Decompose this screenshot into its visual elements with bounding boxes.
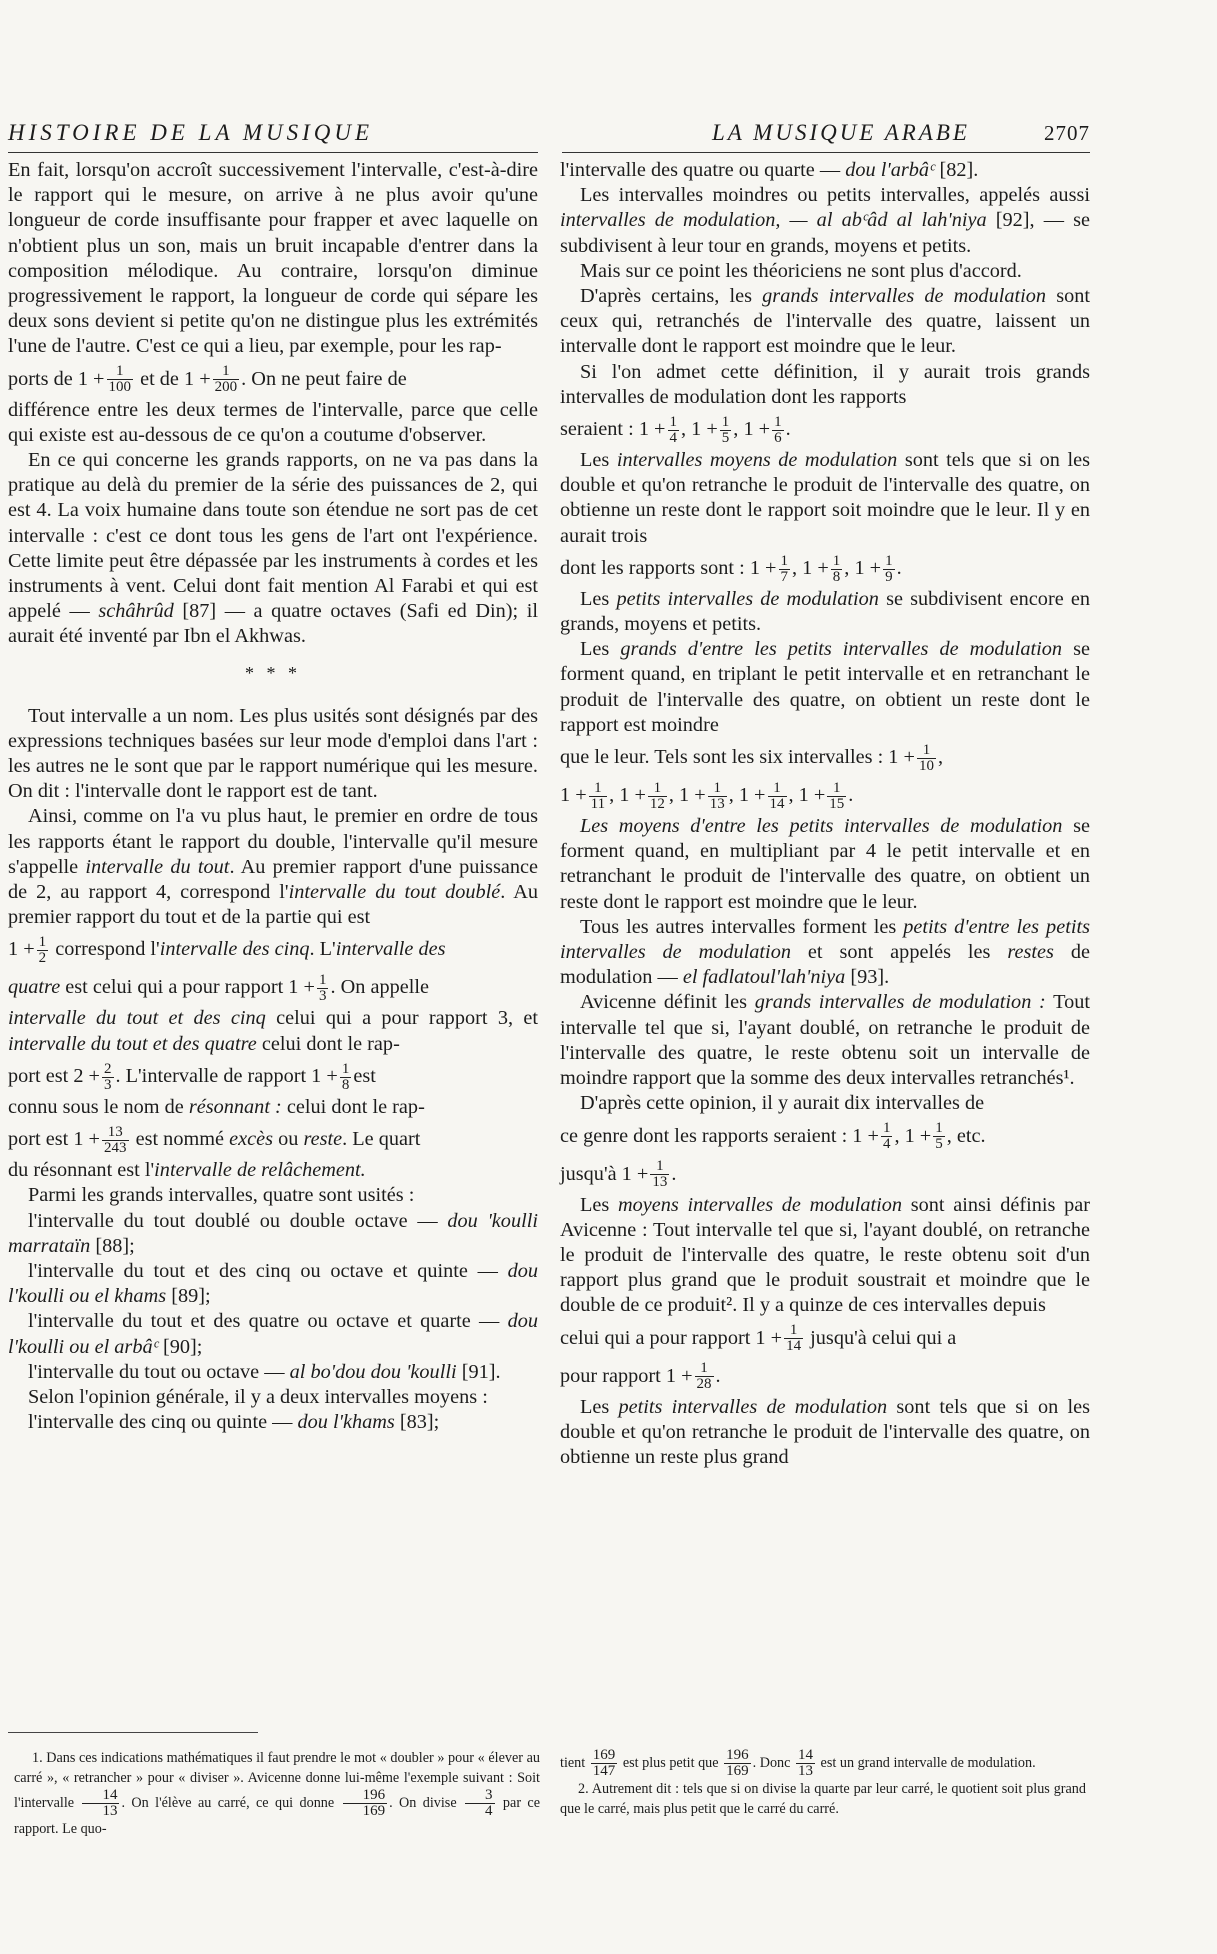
paragraph: Les grands d'entre les petits intervalles de modulation se forment quand, en triplant le petit intervalle et en retranchant le produit de l'intervalle des quatre, on obtient un reste dont le rapport est moindre xyxy=(560,638,1090,736)
paragraph: Tous les autres intervalles forment les petits d'entre les petits intervalles de modulation et sont appelés les restes de modulation — el fadlatoul'lah'niya [93]. xyxy=(560,915,1091,989)
fraction: $\frac{1}{15}$ xyxy=(829,779,845,812)
footnote: tient $\frac{169}{147}$ est plus petit que $\frac{196}{169}$ . Donc $\frac{14}{13}$ est un grand intervalle de modulation. xyxy=(560,1747,1036,1779)
fraction: $\frac{1}{8}$ xyxy=(832,552,841,585)
paragraph: En fait, lorsqu'on accroît successivement l'intervalle, c'est-à-dire le rapport qui le mesure, on arrive à ne plus avoir qu'une longueur de corde insuffisante pour frapper et avec laquelle on n'obtient plus un son, mais un bruit incapable d'entrer dans la composition mélodique. Au contraire, lorsqu'on diminue progressivement le rapport, la longueur de corde qui sépare les deux sons devient si petite qu'on ne distingue plus les extrémités l'une de l'autre. C'est ce qui a lieu, par exemple, pour les rap- xyxy=(8,159,538,358)
fraction: $\frac{1}{14}$ xyxy=(786,1322,802,1355)
fraction: $\frac{1}{2}$ xyxy=(38,934,47,967)
fraction: $\frac{196}{169}$ xyxy=(726,1747,749,1779)
paragraph: Ainsi, comme on l'a vu plus haut, le premier en ordre de tous les rapports étant le rapport du double, l'intervalle qu'il mesure s'appelle intervalle du tout. Au premier rapport d'une puissance de 2, au rapport 4, correspond l'intervalle du tout doublé. Au premier rapport du tout et de la partie qui est xyxy=(8,805,539,929)
paragraph: 1 + $\frac{1}{11}$ , 1 + $\frac{1}{12}$ , 1 + $\frac{1}{13}$ , 1 + $\frac{1}{14}$ , 1 + $\frac{1}{15}$ . xyxy=(560,779,854,812)
list-item: l'intervalle du tout doublé ou double octave — dou 'koulli marrataïn [88]; xyxy=(8,1209,538,1257)
left-column xyxy=(8,158,538,1435)
fraction: $\frac{1}{4}$ xyxy=(882,1120,891,1153)
paragraph: port est 2 + $\frac{2}{3}$ . L'intervalle de rapport 1 + $\frac{1}{8}$ est xyxy=(8,1060,376,1093)
fraction: $\frac{1}{12}$ xyxy=(649,779,665,812)
paragraph: Les petits intervalles de modulation sont tels que si on les double et qu'on retranche le produit de l'intervalle des quatre, on obtienne un reste plus grand xyxy=(560,1395,1090,1468)
list-item: l'intervalle des quatre ou quarte — dou l'arbâᶜ [82]. xyxy=(560,159,979,181)
paragraph: Les petits intervalles de modulation se subdivisent encore en grands, moyens et petits. xyxy=(560,587,1090,636)
right-column xyxy=(560,158,1090,1470)
fraction: $\frac{14}{13}$ xyxy=(798,1747,813,1779)
section-separator: * * * xyxy=(245,662,301,683)
fraction: $\frac{3}{4}$ xyxy=(465,1788,495,1819)
footnotes-right xyxy=(560,1748,1086,1819)
paragraph: D'après certains, les grands intervalles de modulation sont ceux qui, retranchés de l'intervalle des quatre, laissent un intervalle dont le rapport est moindre que le leur. xyxy=(560,285,1090,358)
paragraph: intervalle du tout et des cinq celui qui a pour rapport 3, et intervalle du tout et des quatre celui dont le rap- xyxy=(8,1007,538,1055)
header-rule-right xyxy=(562,152,1090,153)
paragraph: En ce qui concerne les grands rapports, on ne va pas dans la pratique au delà du premier de la série des puissances de 2, qui est 4. La voix humaine dans toute son étendue ne sort pas de cet intervalle : c'est ce dont tous les gens de l'art ont l'expérience. Cette limite peut être dépassée par les instruments à cordes et les instruments à vent. Celui dont fait mention Al Farabi et qui est appelé — schâhrûd [87] — a quatre octaves (Safi ed Din); il aurait été inventé par Ibn el Akhwas. xyxy=(8,449,538,648)
paragraph: Avicenne définit les grands intervalles de modulation : Tout intervalle tel que si, l'ayant doublé, on retranche le produit de l'intervalle des quatre, le reste obtenu soit un intervalle de moindre rapport que la somme des deux intervalles retranchés¹. xyxy=(560,991,1090,1090)
fraction: $\frac{1}{7}$ xyxy=(780,552,788,585)
paragraph: quatre est celui qui a pour rapport 1 + $\frac{1}{3}$ . On appelle xyxy=(8,972,430,1005)
fraction: $\frac{1}{13}$ xyxy=(652,1158,668,1191)
paragraph: jusqu'à 1 + $\frac{1}{13}$ . xyxy=(560,1158,677,1191)
paragraph: port est 1 + $\frac{13}{243}$ est nommé excès ou reste. Le quart xyxy=(8,1123,421,1156)
list-item: l'intervalle des cinq ou quinte — dou l'khams [83]; xyxy=(28,1411,440,1434)
fraction: $\frac{1}{28}$ xyxy=(696,1360,712,1393)
paragraph: différence entre les deux termes de l'intervalle, parce que celle qui existe est au-dessous de ce qu'on a coutume d'observer. xyxy=(8,398,538,446)
fraction: $\frac{1}{100}$ xyxy=(108,363,131,396)
fraction: $\frac{1}{13}$ xyxy=(709,779,725,812)
paragraph: Si l'on admet cette définition, il y aurait trois grands intervalles de modulation dont les rapports xyxy=(560,360,1090,408)
paragraph: seraient : 1 + $\frac{1}{4}$ , 1 + $\frac{1}{5}$ , 1 + $\frac{1}{6}$ . xyxy=(560,413,791,446)
paragraph: pour rapport 1 + $\frac{1}{28}$ . xyxy=(560,1360,721,1393)
paragraph: connu sous le nom de résonnant : celui dont le rap- xyxy=(8,1095,425,1118)
footnote-rule-left xyxy=(8,1732,258,1733)
fraction: $\frac{196}{169}$ xyxy=(343,1788,388,1819)
footnote: 2. Autrement dit : tels que si on divise la quarte par leur carré, le quotient soit plus grand que le carré, mais plus petit que le carré du carré. xyxy=(560,1781,1086,1817)
paragraph: Parmi les grands intervalles, quatre sont usités : xyxy=(28,1184,415,1207)
paragraph: du résonnant est l'intervalle de relâchement. xyxy=(8,1159,366,1182)
paragraph: ce genre dont les rapports seraient : 1 + $\frac{1}{4}$ , 1 + $\frac{1}{5}$ , etc. xyxy=(560,1120,986,1153)
paragraph: Les moyens intervalles de modulation sont ainsi définis par Avicenne : Tout intervalle tel que si, l'ayant doublé, on retranche le produit de l'intervalle des quatre, le reste obtenu soit d'un rapport plus grand que le produit soustrait et moindre que le double de ce produit². Il y a quinze de ces intervalles depuis xyxy=(560,1193,1090,1317)
header-rule-left xyxy=(8,152,538,153)
fraction: $\frac{13}{243}$ xyxy=(104,1123,127,1156)
paragraph: Tout intervalle a un nom. Les plus usités sont désignés par des expressions techniques basées sur leur mode d'emploi dans l'art : les autres ne le sont que par le rapport numérique qui les mesure. On dit : l'intervalle dont le rapport est de tant. xyxy=(8,704,538,803)
fraction: $\frac{1}{3}$ xyxy=(318,972,327,1005)
fraction: $\frac{1}{14}$ xyxy=(769,779,785,812)
paragraph: celui qui a pour rapport 1 + $\frac{1}{14}$ jusqu'à celui qui a xyxy=(560,1322,957,1355)
paragraph: Les intervalles moindres ou petits intervalles, appelés aussi intervalles de modulation, — al abᶜâd al lah'niya [92], — se subdivisent à leur tour en grands, moyens et petits. xyxy=(560,184,1090,257)
footnotes-left xyxy=(14,1748,540,1839)
fraction: $\frac{14}{13}$ xyxy=(82,1788,119,1819)
paragraph: 1 + $\frac{1}{2}$ correspond l'intervalle des cinq. L'intervalle des xyxy=(8,934,446,967)
paragraph: que le leur. Tels sont les six intervalles : 1 + $\frac{1}{10}$ , xyxy=(560,741,944,774)
paragraph: dont les rapports sont : 1 + $\frac{1}{7}$ , 1 + $\frac{1}{8}$ , 1 + $\frac{1}{9}$ . xyxy=(560,552,902,585)
list-item: l'intervalle du tout ou octave — al bo'dou dou 'koulli [91]. xyxy=(28,1360,501,1383)
fraction: $\frac{169}{147}$ xyxy=(592,1747,616,1779)
fraction: $\frac{1}{10}$ xyxy=(918,741,934,774)
fraction: $\frac{1}{4}$ xyxy=(669,413,677,446)
list-item: l'intervalle du tout et des quatre ou octave et quarte — dou l'koulli ou el arbâᶜ [90]; xyxy=(8,1310,538,1358)
paragraph: Selon l'opinion générale, il y a deux intervalles moyens : xyxy=(28,1385,488,1408)
paragraph: Les moyens d'entre les petits intervalles de modulation se forment quand, en multipliant par 4 le petit intervalle et en retranchant le produit de l'intervalle des quatre, on obtient un reste dont le rapport est moindre que le leur. xyxy=(560,815,1090,913)
fraction: $\frac{1}{11}$ xyxy=(590,779,606,812)
list-item: l'intervalle du tout et des cinq ou octave et quinte — dou l'koulli ou el khams [89]; xyxy=(8,1259,538,1308)
fraction: $\frac{1}{5}$ xyxy=(721,413,730,446)
paragraph: Mais sur ce point les théoriciens ne sont plus d'accord. xyxy=(580,259,1022,282)
page-number: 2707 xyxy=(1044,121,1090,145)
fraction: $\frac{1}{6}$ xyxy=(774,413,782,446)
fraction: $\frac{1}{5}$ xyxy=(935,1120,943,1153)
fraction: $\frac{1}{8}$ xyxy=(341,1060,350,1093)
running-head-right: LA MUSIQUE ARABE xyxy=(712,120,970,145)
paragraph: ports de 1 + $\frac{1}{100}$ et de 1 + $\frac{1}{200}$ . On ne peut faire de xyxy=(8,363,407,396)
fraction: $\frac{2}{3}$ xyxy=(104,1060,112,1093)
paragraph: Les intervalles moyens de modulation sont tels que si on les double et qu'on retranche le produit de l'intervalle des quatre, on obtienne un reste dont le rapport soit moindre que le leur. Il y en aurait trois xyxy=(560,449,1090,547)
fraction: $\frac{1}{200}$ xyxy=(214,363,238,396)
running-head-left: HISTOIRE DE LA MUSIQUE xyxy=(8,120,374,145)
paragraph: D'après cette opinion, il y aurait dix intervalles de xyxy=(580,1092,985,1115)
footnote: 1. Dans ces indications mathématiques il faut prendre le mot « doubler » pour « élever au carré », « retrancher » pour « diviser ». Avicenne donne lui-même l'exemple suivant : Soit l'intervalle $\frac{14}{13}$ . On l'élève au carré, ce qui donne $\frac{196}{169}$ . On divise $\frac{3}{4}$ par ce rapport. Le quo- xyxy=(14,1750,541,1837)
fraction: $\frac{1}{9}$ xyxy=(885,552,893,585)
